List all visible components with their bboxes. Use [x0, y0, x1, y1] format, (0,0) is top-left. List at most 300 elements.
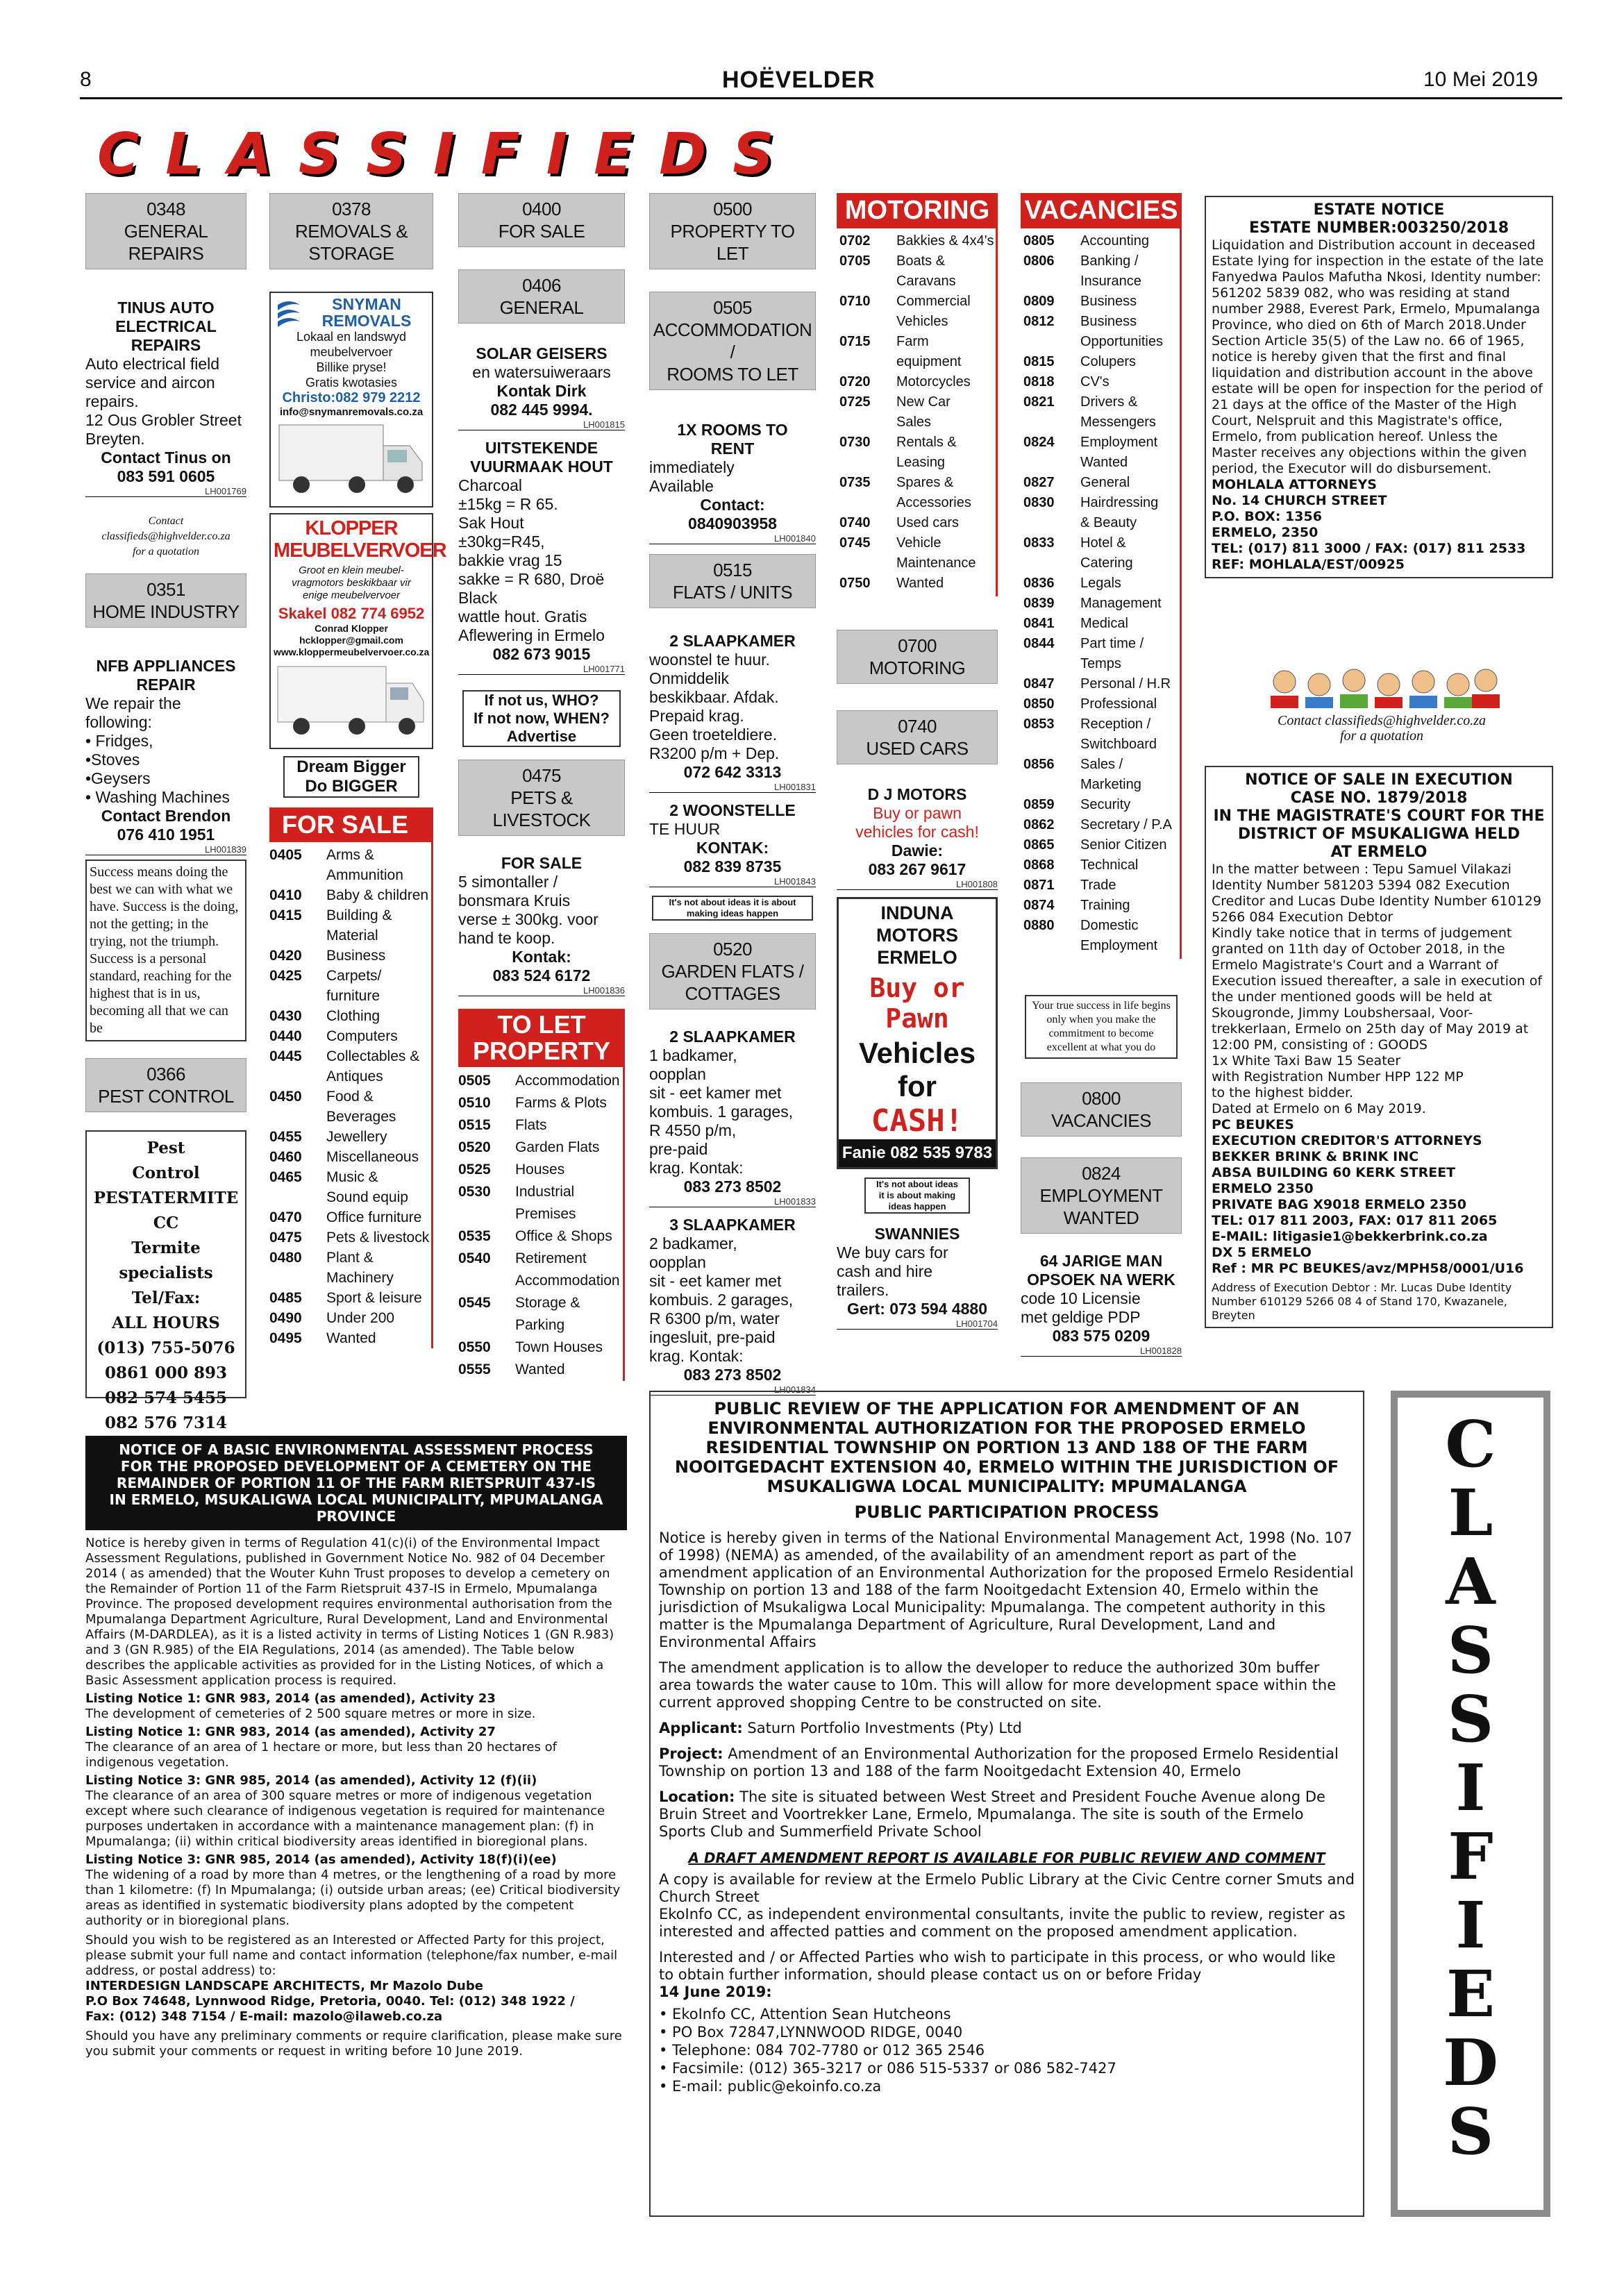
category-list-item	[1023, 714, 1180, 755]
execution-notice	[1205, 766, 1553, 1328]
to-let-list	[458, 1067, 625, 1381]
category-label: Office & Shops	[515, 1228, 612, 1244]
ad-title-rooms: 1X ROOMS TO RENT	[677, 421, 788, 458]
induna-title: INDUNA MOTORS ERMELO	[876, 903, 958, 968]
category-code: 0874	[1023, 898, 1055, 913]
listing-notice-text: The widening of a road by more than 4 metres, or the lengthening of a road by more than 1 kilometre: (f) In Mpumalanga; (i) outside urban areas; (ee) Critical biodiversity areas as identified in systematic biodiversity plans adopted by the competent authority or in bioregional plans.	[85, 1868, 621, 1928]
ad-title-solar: SOLAR GEISERS	[476, 344, 608, 362]
category-code: 0530	[458, 1184, 491, 1200]
vertical-letter: S	[1447, 1682, 1494, 1757]
category-code: 0550	[458, 1339, 491, 1355]
ad-contact-swannies: Gert: 073 594 4880	[846, 1300, 988, 1318]
category-label: Farm equipment	[896, 334, 962, 369]
banner-letter: I	[433, 121, 455, 187]
review-contacts	[659, 2005, 1355, 2095]
category-list-item	[839, 231, 996, 251]
category-label: Industrial Premises	[515, 1184, 576, 1222]
banner-letter: S	[298, 121, 340, 187]
category-label: Building & Material	[326, 907, 392, 944]
basic-notice-closing: Should you have any preliminary comments or require clarification, please make sure you submit your comments or request in writing before 10 June 2019.	[85, 2029, 622, 2059]
category-code: 0844	[1023, 636, 1055, 651]
category-code: 0450	[269, 1089, 302, 1105]
category-list-item	[269, 1207, 431, 1227]
header-rule	[80, 97, 1562, 99]
ad-contact-tinus: Contact Tinus on 083 591 0605	[101, 449, 231, 485]
category-list-item	[1023, 231, 1180, 251]
category-code: 0420	[269, 948, 302, 964]
category-list-item	[1023, 634, 1180, 674]
category-label: Business	[326, 948, 386, 964]
ad-title-garden2: 3 SLAAPKAMER	[669, 1216, 796, 1234]
category-list-item	[1023, 815, 1180, 835]
review-p2: The amendment application is to allow the developer to reduce the authorized 30m buffer area towards the water cause to 10m. This will allow for more development space within the current approved shopping Centre to be constructed on site.	[659, 1659, 1337, 1711]
ad-body-solar: en watersuiweraars	[472, 363, 611, 381]
category-list-item	[458, 1225, 623, 1248]
ad-body-hout: Charcoal ±15kg = R 65. Sak Hout ±30kg=R45, bakkie vrag 15 sakke = R 680, Droë Black wattle hout. Gratis Aflewering in Ermelo	[458, 476, 605, 644]
category-code: 0730	[839, 435, 871, 450]
ad-body-garden2: 2 badkamer, oopplan sit - eet kamer met kombuis. 2 garages, R 6300 p/m, water ingesluit, pre-paid krag. Kontak:	[649, 1234, 794, 1365]
col-for-sale	[458, 193, 625, 1381]
col-removals	[269, 193, 446, 1348]
review-date: 14 June 2019:	[659, 1984, 772, 2000]
estate-footer: MOHLALA ATTORNEYS No. 14 CHURCH STREET P.O. BOX: 1356 ERMELO, 2350 TEL: (017) 811 3000 / FAX: (017) 811 2533 REF: MOHLALA/EST/00925	[1212, 477, 1526, 572]
category-code: 0525	[458, 1162, 491, 1178]
project-label: Project:	[659, 1745, 723, 1762]
ad-contact-solar: Kontak Dirk 082 445 9994.	[490, 382, 593, 419]
category-code: 0871	[1023, 878, 1055, 893]
page-number: 8	[80, 68, 92, 91]
klopper-truck-icon	[274, 658, 429, 741]
category-list-item	[1023, 392, 1180, 433]
category-list-item	[269, 1308, 431, 1328]
category-code: 0859	[1023, 797, 1055, 812]
removal-truck-icon	[274, 418, 429, 500]
category-label: Wanted	[515, 1361, 565, 1377]
category-label: Collectables & Antiques	[326, 1048, 420, 1084]
category-list-item	[269, 1227, 431, 1248]
category-code: 0824	[1023, 435, 1055, 450]
snyman-logo-text: SNYMAN REMOVALS	[321, 295, 412, 330]
category-label: Vehicle Maintenance	[896, 535, 976, 571]
review-draft: A DRAFT AMENDMENT REPORT IS AVAILABLE FOR PUBLIC REVIEW AND COMMENT	[688, 1850, 1325, 1866]
klopper-contact: Conrad Klopper hcklopper@gmail.com www.kloppermeubelvervoer.co.za	[274, 623, 430, 657]
col-general-repairs	[85, 193, 246, 1432]
klopper-title: KLOPPER MEUBELVERVOER	[274, 517, 446, 562]
category-list-item	[839, 292, 996, 332]
ad-contact-rooms: Contact: 0840903958	[688, 496, 777, 533]
category-code: 0725	[839, 394, 871, 410]
ad-title-nfb: NFB APPLIANCES REPAIR	[96, 657, 236, 694]
category-label: Technical	[1080, 857, 1139, 873]
review-contact-line: • Facsimile: (012) 365-3217 or 086 515-5337 or 086 582-7427	[659, 2060, 1116, 2077]
category-label: Motorcycles	[896, 374, 971, 389]
category-label: Part time / Temps	[1080, 636, 1144, 671]
category-code: 0515	[458, 1117, 491, 1133]
category-label: Trade	[1080, 878, 1116, 893]
ideas-box: It's not about ideas it is about making ideas happen	[652, 896, 813, 921]
review-contact-line: • PO Box 72847,LYNNWOOD RIDGE, 0040	[659, 2024, 963, 2041]
category-list-item	[1023, 674, 1180, 694]
category-list-item	[1023, 614, 1180, 634]
category-code: 0821	[1023, 394, 1055, 410]
category-code: 0702	[839, 233, 871, 249]
banner-letter: E	[594, 121, 633, 187]
vacancies-heading: VACANCIES	[1021, 193, 1182, 228]
basic-notice-title: NOTICE OF A BASIC ENVIRONMENTAL ASSESSMENT PROCESS FOR THE PROPOSED DEVELOPMENT OF A CEMETERY ON THE REMAINDER OF PORTION 11 OF THE FARM RIETSPRUIT 437-IS IN ERMELO, MSUKALIGWA LOCAL MUNICIPALITY, MPUMALANGA PROVINCE	[85, 1436, 627, 1530]
category-label: Security	[1080, 797, 1131, 812]
category-label: Storage & Parking	[515, 1295, 580, 1333]
category-list-item	[458, 1137, 623, 1159]
category-label: CV's	[1080, 374, 1110, 389]
basic-notice-register: Should you wish to be registered as an Interested or Affected Party for this project, please submit your full name and contact information (telephone/fax number, e-mail address, or postal address) to:	[85, 1933, 618, 1978]
category-code: 0445	[269, 1048, 302, 1064]
category-code: 0735	[839, 475, 871, 490]
category-code: 0806	[1023, 253, 1055, 269]
category-label: Bakkies & 4x4's	[896, 233, 994, 249]
category-heading-0520: 0520 GARDEN FLATS / COTTAGES	[649, 933, 816, 1009]
estate-notice	[1205, 196, 1553, 578]
ad-phone-man: 083 575 0209	[1052, 1327, 1150, 1345]
category-label: Baby & children	[326, 887, 429, 903]
category-list-item	[1023, 573, 1180, 594]
category-list-item	[269, 845, 431, 885]
ad-phone-hout: 082 673 9015	[492, 645, 591, 663]
category-label: Banking / Insurance	[1080, 253, 1141, 289]
ad-ref: LH001831	[649, 782, 816, 793]
category-label: Jewellery	[326, 1129, 387, 1145]
execution-footer: PC BEUKES EXECUTION CREDITOR'S ATTORNEYS BEKKER BRINK & BRINK INC ABSA BUILDING 60 KERK STREET ERMELO 2350 PRIVATE BAG X9018 ERMELO 2350 TEL: 017 811 2003, FAX: 017 811 2065 E-MAIL: litigasie1@bekkerbrink.co.za DX 5 ERMELO Ref : MR PC BEUKES/avz/MPH58/0001/U16	[1212, 1117, 1524, 1276]
category-list-item	[839, 251, 996, 292]
category-code: 0745	[839, 535, 871, 551]
vertical-letter: I	[1455, 1750, 1486, 1825]
category-list-item	[1023, 433, 1180, 473]
category-label: Wanted	[326, 1330, 376, 1346]
basic-notice-items	[85, 1691, 627, 1929]
contact-people-ad	[1243, 654, 1521, 744]
basic-notice-contact: INTERDESIGN LANDSCAPE ARCHITECTS, Mr Mazolo Dube P.O Box 74648, Lynnwood Ridge, Pretoria, 0040. Tel: (012) 348 1922 / Fax: (012) 348 7154 / E-mail: mazolo@ilaweb.co.za	[85, 1979, 575, 2024]
category-code: 0818	[1023, 374, 1055, 389]
category-code: 0841	[1023, 616, 1055, 631]
category-label: Domestic Employment	[1080, 918, 1158, 953]
category-list-item	[1023, 594, 1180, 614]
listing-notice-text: The clearance of an area of 300 square metres or more of indigenous vegetation except where such clearance of indigenous vegetation is required for maintenance purposes undertaken in accordance with a maintenance management plan: (f) in Mpumalanga; (ii) within critical biodiversity areas identified in bioregional plans.	[85, 1788, 605, 1849]
category-heading-0400: 0400 FOR SALE	[458, 193, 625, 247]
category-list-item	[458, 1092, 623, 1114]
category-heading-0351: 0351 HOME INDUSTRY	[85, 573, 246, 628]
category-heading-0475: 0475 PETS & LIVESTOCK	[458, 760, 625, 836]
category-list-item	[269, 1248, 431, 1288]
category-list-item	[269, 905, 431, 946]
category-code: 0847	[1023, 676, 1055, 692]
category-code: 0805	[1023, 233, 1055, 249]
ad-title-pets: FOR SALE	[501, 854, 583, 872]
snyman-ad	[269, 292, 433, 508]
category-list-item	[269, 1167, 431, 1207]
category-label: Training	[1080, 898, 1130, 913]
category-list-item	[1023, 251, 1180, 292]
category-code: 0520	[458, 1139, 491, 1155]
induna-phone: Fanie 082 535 9783	[839, 1139, 996, 1167]
category-code: 0510	[458, 1095, 491, 1111]
ad-body-flat2: TE HUUR	[649, 820, 721, 838]
category-code: 0710	[839, 294, 871, 309]
applicant-label: Applicant:	[659, 1720, 743, 1736]
category-list-item	[458, 1181, 623, 1225]
category-label: Farms & Plots	[515, 1095, 607, 1111]
category-code: 0505	[458, 1073, 491, 1089]
category-list-item	[269, 885, 431, 905]
listing-notice-heading: Listing Notice 3: GNR 985, 2014 (as amended), Activity 12 (f)(ii)	[85, 1773, 537, 1788]
category-list-item	[458, 1248, 623, 1292]
category-label: Secretary / P.A	[1080, 817, 1172, 832]
category-label: Hotel & Catering	[1080, 535, 1133, 571]
project-value: Amendment of an Environmental Authorization for the proposed Ermelo Residential Township on portion 13 and 188 of the farm Nooitgedacht Extension 40, Ermelo	[659, 1745, 1339, 1779]
newspaper-name: HOËVELDER	[722, 67, 876, 93]
category-heading-0515: 0515 FLATS / UNITS	[649, 554, 816, 608]
ad-phone-garden2: 083 273 8502	[683, 1366, 782, 1384]
category-label: Reception / Switchboard	[1080, 717, 1157, 752]
induna-buy: Buy or Pawn	[869, 973, 965, 1034]
category-heading-0378: 0378 REMOVALS & STORAGE	[269, 193, 433, 269]
vertical-classifieds-text	[1398, 1398, 1543, 2169]
vertical-letter: F	[1448, 1819, 1493, 1894]
ad-ref: LH001843	[649, 876, 816, 887]
review-contact-line: • Telephone: 084 702-7780 or 012 365 2546	[659, 2042, 985, 2059]
basic-notice-body: Notice is hereby given in terms of Regulation 41(c)(i) of the Environmental Impact Assessment Regulations, published in Government Notice No. 982 of 04 December 2014 ( as amended) that the Wouter Kuhn Trust proposes to develop a cemetery on the Remainder of Portion 11 of the Farm Rietspruit 437-IS in Ermelo, Mpumalanga Province. The proposed development requires environmental authorisation from the Mpumalanga Department Agriculture, Rural Development, Land and Environmental Affairs (M-DARDLEA), as it is a listed activity in terms of Listing Notices 1 (GN R.983) and 3 (GN R.985) of the EIA Regulations, 2014 (as amended). The Table below describes the applicable activities as provided for in the Listing Notices, of which a Basic Assessment application process is required.	[85, 1536, 614, 1688]
ad-phone-flat1: 072 642 3313	[683, 763, 782, 781]
category-list-item	[269, 1147, 431, 1167]
category-code: 0470	[269, 1209, 302, 1225]
category-code: 0833	[1023, 535, 1055, 551]
category-heading-0824: 0824 EMPLOYMENT WANTED	[1021, 1157, 1182, 1234]
ad-ref: LH001839	[85, 844, 246, 855]
category-label: Computers	[326, 1028, 398, 1044]
ad-body-tinus: Auto electrical field service and aircon repairs. 12 Ous Grobler Street Breyten.	[85, 355, 242, 448]
category-label: Drivers & Messengers	[1080, 394, 1156, 430]
category-list-item	[1023, 875, 1180, 896]
category-label: Business Opportunities	[1080, 314, 1163, 349]
category-heading-0348: 0348 GENERAL REPAIRS	[85, 193, 246, 269]
ad-ref: LH001771	[458, 664, 625, 675]
ad-ref: LH001769	[85, 486, 246, 497]
category-code: 0545	[458, 1295, 491, 1311]
ad-body-rooms: immediately Available	[649, 458, 735, 495]
category-list-item	[1023, 473, 1180, 493]
category-code: 0856	[1023, 757, 1055, 772]
pest-control-ad: Pest Control PESTATERMITE CC Termite specialists Tel/Fax: ALL HOURS (013) 755-5076 0861 000 893 082 574 5455 082 576 7314	[85, 1130, 246, 1398]
classifieds-banner	[97, 121, 800, 187]
category-code: 0535	[458, 1228, 491, 1244]
category-heading-0505: 0505 ACCOMMODATION / ROOMS TO LET	[649, 292, 816, 390]
category-list-item	[269, 946, 431, 966]
category-code: 0812	[1023, 314, 1055, 329]
category-code: 0405	[269, 847, 302, 863]
vacancies-list	[1021, 228, 1182, 959]
category-list-item	[1023, 855, 1180, 875]
col-vacancies	[1021, 193, 1182, 1357]
category-list-item	[839, 332, 996, 372]
ad-title-flat1: 2 SLAAPKAMER	[669, 632, 796, 650]
vertical-letter: S	[1447, 2094, 1494, 2169]
category-code: 0720	[839, 374, 871, 389]
ad-ref: LH001840	[649, 533, 816, 544]
applicant-value: Saturn Portfolio Investments (Pty) Ltd	[747, 1720, 1022, 1736]
category-label: Spares & Accessories	[896, 475, 971, 510]
banner-letter: S	[733, 121, 774, 187]
category-label: Retirement Accommodation	[515, 1250, 620, 1289]
category-label: Business	[1080, 294, 1137, 309]
category-list-item	[458, 1292, 623, 1336]
category-list-item	[458, 1159, 623, 1181]
category-code: 0865	[1023, 837, 1055, 853]
success-box: Your true success in life begins only when you make the commitment to become excellent at what you do	[1025, 995, 1178, 1059]
banner-letter: L	[165, 121, 202, 187]
category-list-item	[458, 1336, 623, 1359]
category-list-item	[1023, 755, 1180, 795]
ad-contact-dj: Dawie: 083 267 9617	[868, 841, 966, 878]
category-code: 0485	[269, 1290, 302, 1306]
for-sale-heading: FOR SALE	[269, 807, 433, 842]
induna-cash: CASH!	[871, 1103, 964, 1139]
category-code: 0465	[269, 1169, 302, 1185]
snyman-phone: Christo:082 979 2212	[282, 390, 421, 405]
category-code: 0750	[839, 576, 871, 591]
vertical-letter: I	[1455, 1888, 1486, 1963]
banner-letter: F	[480, 121, 520, 187]
category-list-item	[269, 1026, 431, 1046]
ad-title-man: 64 JARIGE MAN OPSOEK NA WERK	[1027, 1252, 1175, 1289]
category-code: 0460	[269, 1149, 302, 1165]
category-code: 0455	[269, 1129, 302, 1145]
snyman-email: info@snymanremovals.co.za	[279, 406, 424, 418]
category-heading-0700: 0700 MOTORING	[837, 630, 998, 684]
category-list-item	[269, 966, 431, 1006]
vertical-letter: C	[1445, 1407, 1496, 1482]
category-heading-0406: 0406 GENERAL	[458, 269, 625, 324]
klopper-ad	[269, 513, 446, 749]
category-label: Senior Citizen	[1080, 837, 1167, 853]
execution-body: In the matter between : Tepu Samuel Vilakazi Identity Number 581203 5394 082 Execution Creditor and Lucas Dube Identity Number 610129 5266 084 Execution Debtor Kindly take notice that in terms of judgement granted on 11th day of October 2018, in the Ermelo Magistrate's Court and a Warrant of Execution issued thereafter, a sale in execution of the under mentioned goods will be held at Skougronde, Jimmy Loubshersaal, Voor-trekkerlaan, Ermelo on 25th day of May 2019 at 12:00 PM, consisting of : GOODS 1x White Taxi Baw 15 Seater with Registration Number HPP 122 MP to the highest bidder. Dated at Ermelo on 6 May 2019.	[1212, 862, 1543, 1116]
category-list-item	[1023, 493, 1180, 533]
banner-letter: S	[365, 121, 408, 187]
category-list-item	[839, 372, 996, 392]
execution-title: NOTICE OF SALE IN EXECUTION CASE NO. 1879/2018 IN THE MAGISTRATE'S COURT FOR THE DISTRICT OF MSUKALIGWA HELD AT ERMELO	[1213, 771, 1545, 861]
review-location	[659, 1788, 1355, 1841]
category-list-item	[458, 1359, 623, 1381]
vertical-letter: L	[1448, 1475, 1493, 1550]
category-label: Flats	[515, 1117, 547, 1133]
category-list-item	[1023, 896, 1180, 916]
location-label: Location:	[659, 1788, 735, 1805]
public-review-notice	[649, 1391, 1364, 2217]
snyman-body: Lokaal en landswyd meubelvervoer Billike pryse! Gratis kwotasies	[296, 330, 407, 389]
ad-body-man: code 10 Licensie met geldige PDP	[1021, 1289, 1141, 1326]
category-label: New Car Sales	[896, 394, 951, 430]
category-list-item	[1023, 795, 1180, 815]
category-label: Office furniture	[326, 1209, 422, 1225]
banner-letter: I	[546, 121, 568, 187]
issue-date: 10 Mei 2019	[1423, 68, 1539, 91]
category-code: 0480	[269, 1250, 302, 1266]
category-label: Management	[1080, 596, 1162, 611]
vertical-letter: E	[1446, 1956, 1496, 2031]
category-list-item	[458, 1070, 623, 1092]
category-code: 0815	[1023, 354, 1055, 369]
estate-title: ESTATE NOTICE ESTATE NUMBER:003250/2018	[1249, 201, 1509, 237]
ad-title-swannies: SWANNIES	[874, 1225, 960, 1243]
category-label: Accommodation	[515, 1073, 620, 1089]
ad-ref: LH001704	[837, 1318, 998, 1330]
review-contact-line: • E-mail: public@ekoinfo.co.za	[659, 2078, 882, 2095]
category-list-item	[1023, 835, 1180, 855]
ad-ref: LH001815	[458, 419, 625, 430]
klopper-phone: Skakel 082 774 6952	[278, 605, 425, 622]
ad-body-swannies: We buy cars for cash and hire trailers.	[837, 1243, 948, 1299]
category-code: 0410	[269, 887, 302, 903]
people-illustration-icon	[1243, 654, 1521, 710]
category-list-item	[458, 1114, 623, 1137]
listing-notice-text: The clearance of an area of 1 hectare or more, but less than 20 hectares of indigenous vegetation.	[85, 1740, 557, 1770]
category-code: 0880	[1023, 918, 1055, 933]
category-code: 0705	[839, 253, 871, 269]
category-list-item	[839, 392, 996, 433]
category-heading-0800: 0800 VACANCIES	[1021, 1082, 1182, 1137]
category-label: Medical	[1080, 616, 1128, 631]
ad-body-garden1: 1 badkamer, oopplan sit - eet kamer met kombuis. 1 garages, R 4550 p/m, pre-paid krag. Kontak:	[649, 1046, 794, 1177]
category-label: Pets & livestock	[326, 1230, 430, 1246]
contact-people-text: Contact classifieds@highvelder.co.za for a quotation	[1277, 713, 1487, 744]
category-list-item	[1023, 352, 1180, 372]
category-label: General	[1080, 475, 1130, 490]
listing-notice-heading: Listing Notice 3: GNR 985, 2014 (as amended), Activity 18(f)(i)(ee)	[85, 1852, 557, 1867]
ideas-box: It's not about ideas it is about making ideas happen	[864, 1178, 970, 1214]
review-subtitle: PUBLIC PARTICIPATION PROCESS	[854, 1502, 1160, 1522]
category-label: Clothing	[326, 1008, 380, 1024]
category-label: Legals	[1080, 576, 1121, 591]
review-contact-line: • EkoInfo CC, Attention Sean Hutcheons	[659, 2006, 951, 2022]
vertical-letter: S	[1447, 1613, 1494, 1688]
ad-body-flat1: woonstel te huur. Onmiddelik beskikbaar. Afdak. Prepaid krag. Geen troeteldiere. R3200 p/m + Dep.	[649, 651, 780, 762]
listing-notice-text: The development of cemeteries of 2 500 square metres or more in size.	[85, 1707, 536, 1721]
review-title: PUBLIC REVIEW OF THE APPLICATION FOR AMENDMENT OF AN ENVIRONMENTAL AUTHORIZATION FOR THE PROPOSED ERMELO RESIDENTIAL TOWNSHIP ON PORTION 13 AND 188 OF THE FARM NOOITGEDACHT EXTENSION 40, ERMELO WITHIN THE JURISDICTION OF MSUKALIGWA LOCAL MUNICIPALITY: MPUMALANGA	[674, 1399, 1339, 1496]
category-list-item	[269, 1328, 431, 1348]
category-label: Sport & leisure	[326, 1290, 422, 1306]
category-code: 0839	[1023, 596, 1055, 611]
category-label: Professional	[1080, 696, 1157, 712]
category-code: 0853	[1023, 717, 1055, 732]
category-label: Sales / Marketing	[1080, 757, 1141, 792]
execution-address: Address of Execution Debtor : Mr. Lucas Dube Identity Number 610129 5266 08 4 of Stand 170, Kwazanele, Breyten	[1212, 1281, 1512, 1322]
category-list-item	[269, 1006, 431, 1026]
snyman-logo-icon	[274, 298, 304, 327]
ad-body-pets: 5 simontaller / bonsmara Kruis verse ± 300kg. voor hand te koop.	[458, 873, 598, 947]
vertical-letter: A	[1446, 1544, 1496, 1619]
category-code: 0715	[839, 334, 871, 349]
category-list-item	[269, 1127, 431, 1147]
category-heading-0740: 0740 USED CARS	[837, 710, 998, 764]
category-list-item	[1023, 916, 1180, 956]
listing-notice-heading: Listing Notice 1: GNR 983, 2014 (as amended), Activity 23	[85, 1691, 496, 1706]
category-label: Used cars	[896, 515, 960, 530]
category-label: Commercial Vehicles	[896, 294, 971, 329]
category-code: 0415	[269, 907, 302, 923]
category-label: Houses	[515, 1162, 565, 1178]
review-applicant	[659, 1720, 1355, 1737]
category-label: Boats & Caravans	[896, 253, 956, 289]
dream-bigger-box: Dream Bigger Do BIGGER	[283, 756, 419, 798]
ad-title-dj: D J MOTORS	[867, 785, 967, 803]
ad-ref: LH001808	[837, 879, 998, 890]
